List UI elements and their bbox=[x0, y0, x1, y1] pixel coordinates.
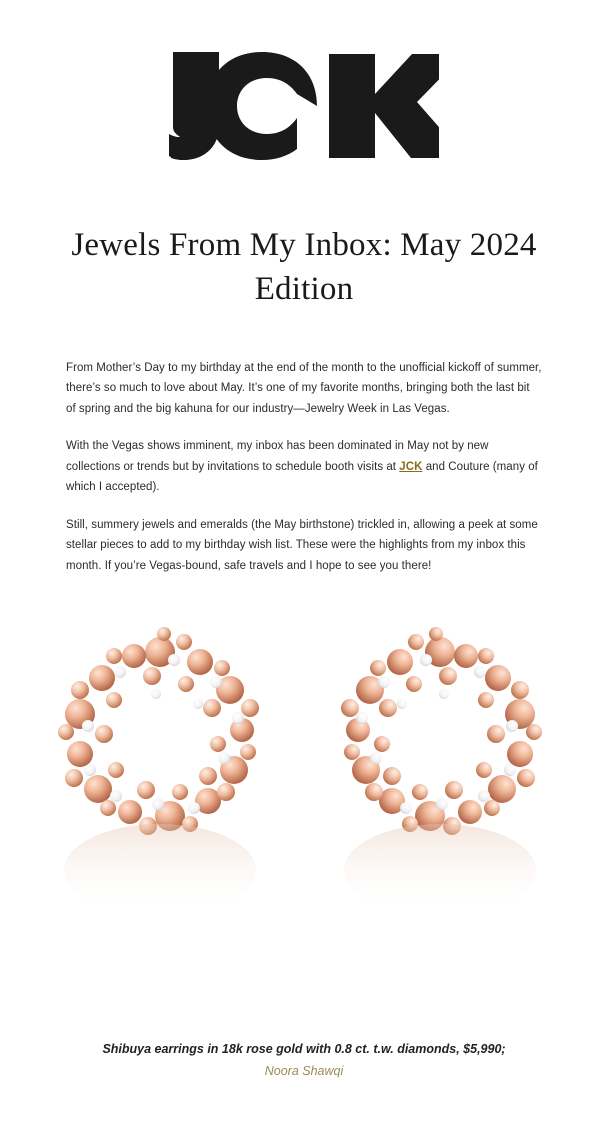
brand-header bbox=[0, 0, 608, 162]
figure-image bbox=[0, 622, 608, 1022]
earrings-illustration bbox=[0, 622, 608, 1022]
jck-inline-link[interactable]: JCK bbox=[399, 460, 423, 473]
article-body bbox=[0, 358, 608, 576]
paragraph-3-text: Still, summery jewels and emeralds (the May birthstone) trickled in, allowing a peek at some stellar pieces to add to my birthday wish list. These were the highlights from my inbox this month. If you’re Vegas-bound, safe travels and I hope to see you there! bbox=[66, 518, 538, 572]
paragraph-2-text-after: and Couture (many of which I accepted). bbox=[66, 460, 538, 494]
paragraph-2-text-before: With the Vegas shows imminent, my inbox has been dominated in May not by new collections or trends but by invitations to schedule booth visits at bbox=[66, 440, 489, 473]
paragraph-3 bbox=[66, 515, 542, 576]
paragraph-2 bbox=[66, 436, 542, 497]
paragraph-1-text: From Mother’s Day to my birthday at the end of the month to the unofficial kickoff of summer, there’s so much to love about May. It’s one of my favorite months, bringing both the last bit of spring and the big kahuna for our industry—Jewelry Week in Las Vegas. bbox=[66, 361, 542, 415]
caption-credit: Noora Shawqi bbox=[264, 1063, 344, 1078]
paragraph-1 bbox=[66, 358, 542, 419]
jck-logo[interactable] bbox=[169, 52, 439, 162]
page-title: Jewels From My Inbox: May 2024 Edition bbox=[71, 227, 537, 307]
figure-caption bbox=[0, 1040, 608, 1121]
caption-text: Shibuya earrings in 18k rose gold with 0.8 ct. t.w. diamonds, $5,990; bbox=[102, 1041, 506, 1056]
